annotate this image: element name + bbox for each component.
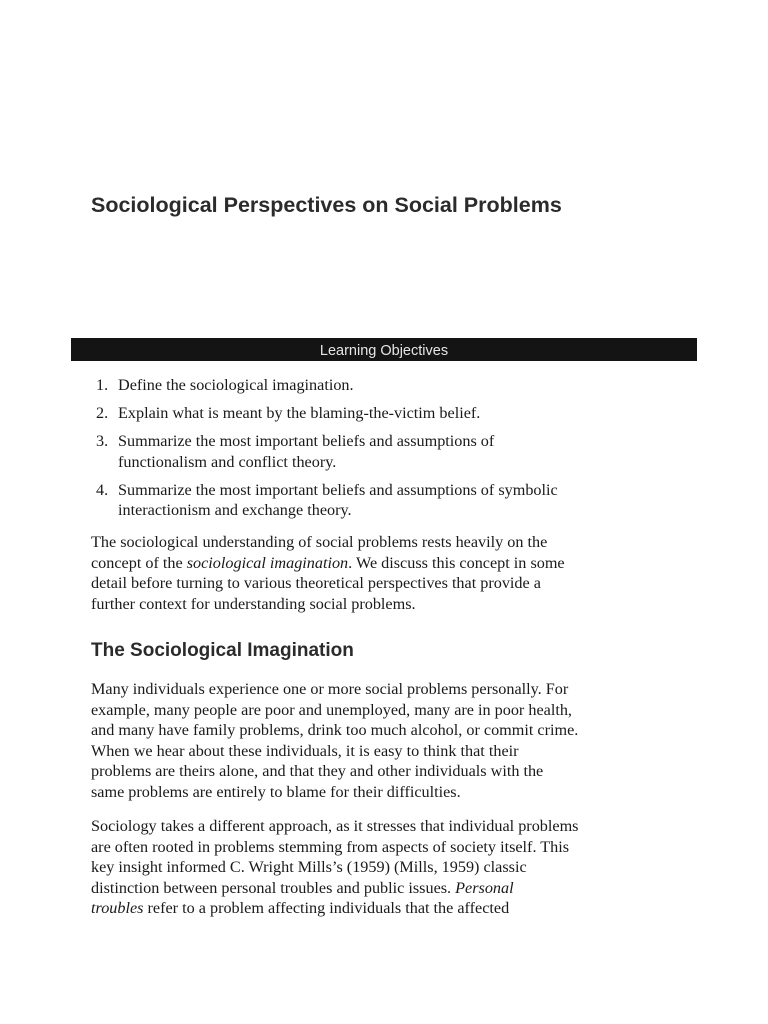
objective-text-line: Summarize the most important beliefs and assumptions of symbolic (118, 480, 558, 499)
learning-objective-item (91, 403, 691, 424)
text-line (91, 898, 681, 919)
text-line: detail before turning to various theoretical perspectives that provide a (91, 574, 541, 593)
body-paragraph-2 (91, 816, 681, 919)
text-run: concept of the (91, 553, 187, 572)
text-run: . We discuss this concept in some (348, 553, 565, 572)
text-line: and many have family problems, drink too much alcohol, or commit crime. (91, 721, 579, 740)
learning-objectives-header: Learning Objectives (71, 338, 697, 361)
intro-paragraph (91, 532, 681, 614)
text-line: further context for understanding social problems. (91, 594, 416, 613)
objective-number: 3. (96, 432, 109, 450)
objective-number: 2. (96, 404, 109, 422)
objective-text-line: interactionism and exchange theory. (118, 501, 352, 519)
chapter-title: Sociological Perspectives on Social Problems (91, 193, 562, 217)
text-line (91, 878, 681, 899)
objective-text-line: Summarize the most important beliefs and assumptions of (118, 432, 495, 450)
objective-text-line: functionalism and conflict theory. (118, 452, 337, 471)
objective-number: 4. (96, 480, 109, 499)
text-line: same problems are entirely to blame for their difficulties. (91, 782, 461, 801)
text-line: The sociological understanding of social problems rests heavily on the (91, 533, 548, 551)
objective-text: Define the sociological imagination. (118, 376, 354, 394)
text-line: Many individuals experience one or more social problems personally. For (91, 680, 569, 698)
objective-number: 1. (96, 376, 109, 394)
text-line: When we hear about these individuals, it is easy to think that their (91, 741, 519, 760)
text-run: refer to a problem affecting individuals that the affected (143, 899, 510, 918)
text-line: example, many people are poor and unemployed, many are in poor health, (91, 700, 572, 719)
emphasis-term: sociological imagination (186, 553, 349, 572)
text-line: Sociology takes a different approach, as it stresses that individual problems (91, 817, 579, 835)
learning-objectives-list (91, 375, 691, 528)
text-line: key insight informed C. Wright Mills’s (1959) (Mills, 1959) classic (91, 858, 527, 877)
text-line: are often rooted in problems stemming from aspects of society itself. This (91, 837, 570, 856)
learning-objective-item (91, 375, 691, 396)
learning-objective-item (91, 480, 691, 521)
body-paragraph-1 (91, 679, 681, 803)
emphasis-term: Personal (455, 878, 514, 897)
objective-text: Explain what is meant by the blaming-the-victim belief. (118, 404, 481, 422)
text-line (91, 553, 681, 574)
text-line: problems are theirs alone, and that they and other individuals with the (91, 762, 544, 781)
learning-objective-item (91, 431, 691, 472)
emphasis-term: troubles (91, 899, 144, 918)
text-run: distinction between personal troubles and public issues. (91, 878, 456, 897)
section-title: The Sociological Imagination (91, 640, 354, 661)
